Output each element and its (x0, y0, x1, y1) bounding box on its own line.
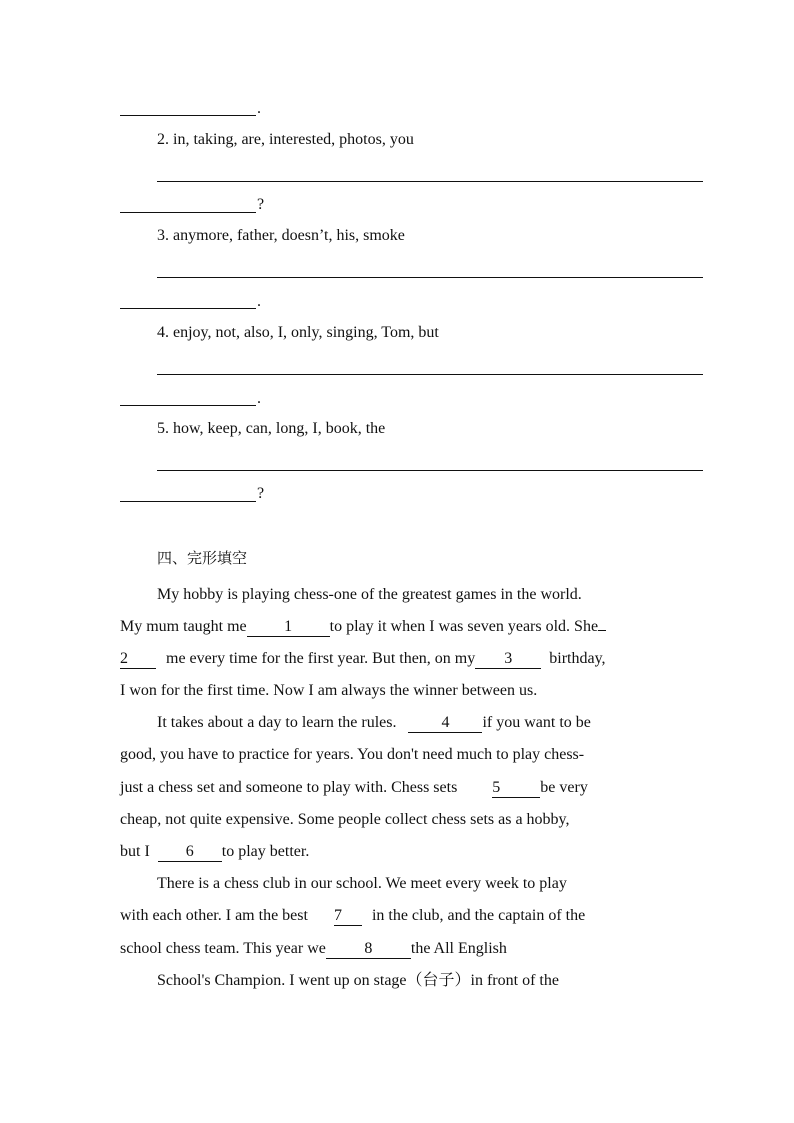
cloze-blank-5[interactable]: 5 (492, 780, 540, 798)
passage-text: in the club, and the captain of the (371, 907, 586, 924)
cloze-blank-1[interactable]: 1 (247, 619, 330, 637)
passage-text: It takes about a day to learn the rules. (157, 714, 397, 731)
passage-text: but I (120, 843, 150, 860)
answer-line-short[interactable] (120, 501, 256, 502)
passage-line: cheap, not quite expensive. Some people collect chess sets as a hobby, (120, 811, 570, 828)
answer-line-long[interactable] (157, 470, 703, 471)
passage-text: me every time for the first year. But then, on my (166, 650, 476, 667)
passage-text: if you want to be (482, 714, 591, 731)
passage-line (120, 619, 606, 637)
sentence-end-mark: . (257, 100, 261, 117)
cloze-blank-6[interactable]: 6 (158, 844, 222, 862)
sentence-end-mark: ? (257, 196, 265, 213)
answer-line-short[interactable] (120, 115, 256, 116)
passage-line (120, 780, 588, 798)
cloze-blank-8[interactable]: 8 (326, 941, 411, 959)
answer-line-short[interactable] (120, 405, 256, 406)
answer-line-long[interactable] (157, 374, 703, 375)
cloze-blank-2[interactable]: 2 (120, 651, 156, 669)
exercise-3-prompt: 3. anymore, father, doesn’t, his, smoke (157, 227, 405, 244)
passage-line: My hobby is playing chess-one of the greatest games in the world. (157, 586, 582, 603)
passage-text: to play it when I was seven years old. She (329, 618, 599, 635)
cloze-blank-2-start[interactable] (598, 630, 606, 631)
exercise-2-prompt: 2. in, taking, are, interested, photos, you (157, 131, 414, 148)
passage-line (120, 908, 585, 926)
cloze-blank-7[interactable]: 7 (334, 908, 362, 926)
passage-text: My mum taught me (120, 618, 247, 635)
answer-line-long[interactable] (157, 181, 703, 182)
exercise-4-prompt: 4. enjoy, not, also, I, only, singing, Tom, but (157, 324, 439, 341)
passage-line (120, 941, 507, 959)
passage-text: school chess team. This year we (120, 940, 326, 957)
exercise-5-prompt: 5. how, keep, can, long, I, book, the (157, 420, 386, 437)
answer-line-short[interactable] (120, 308, 256, 309)
passage-text: just a chess set and someone to play with. Chess sets (120, 779, 458, 796)
passage-text: be very (540, 779, 588, 796)
answer-line-short[interactable] (120, 212, 256, 213)
passage-line (120, 651, 606, 669)
passage-line: There is a chess club in our school. We meet every week to play (157, 875, 567, 892)
answer-line-long[interactable] (157, 277, 703, 278)
passage-text: birthday, (549, 650, 606, 667)
sentence-end-mark: . (257, 390, 261, 407)
passage-line (157, 715, 591, 733)
section-heading: 四、完形填空 (157, 549, 248, 567)
passage-line: School's Champion. I went up on stage（台子）in front of the (157, 972, 559, 989)
passage-text: to play better. (221, 843, 310, 860)
cloze-blank-3[interactable]: 3 (475, 651, 541, 669)
cloze-blank-4[interactable]: 4 (408, 715, 482, 733)
passage-line (120, 844, 309, 862)
passage-line: good, you have to practice for years. You don't need much to play chess- (120, 746, 585, 763)
passage-text: the All English (410, 940, 507, 957)
passage-line: I won for the first time. Now I am always the winner between us. (120, 682, 538, 699)
passage-text: with each other. I am the best (120, 907, 308, 924)
sentence-end-mark: ? (257, 485, 265, 502)
sentence-end-mark: . (257, 293, 261, 310)
